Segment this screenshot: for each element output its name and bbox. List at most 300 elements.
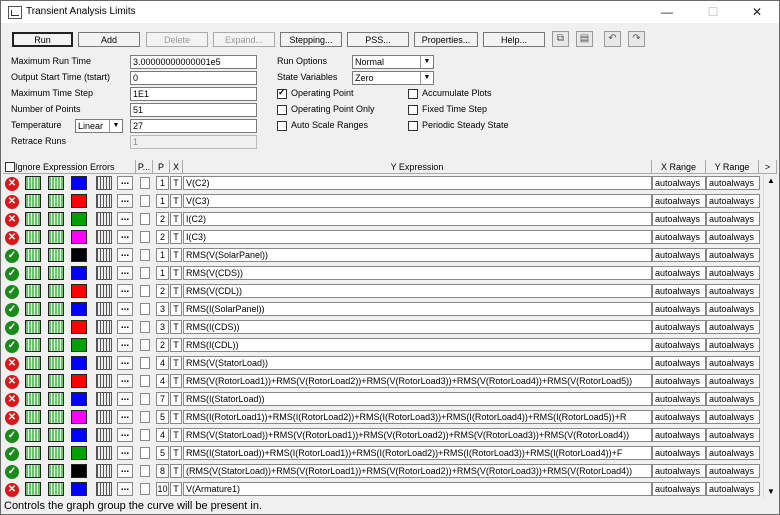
num-points-label: Number of Points	[11, 104, 81, 114]
more-options-button[interactable]: ...	[117, 482, 133, 496]
status-error-icon[interactable]: ✕	[5, 213, 19, 227]
page-field[interactable]	[140, 357, 150, 369]
plot-style-icon[interactable]	[48, 284, 64, 298]
curve-color-swatch[interactable]	[71, 338, 87, 352]
ignore-errors-checkbox[interactable]	[5, 162, 15, 172]
y-expression-field[interactable]: RMS(V(StatorLoad))	[183, 356, 652, 370]
status-ok-icon[interactable]: ✓	[5, 339, 19, 353]
y-range-field[interactable]: autoalways	[706, 248, 760, 262]
page-field[interactable]	[140, 447, 150, 459]
plot-style-icon[interactable]	[48, 428, 64, 442]
scroll-down-icon[interactable]: ▼	[767, 487, 775, 496]
x-range-field[interactable]: autoalways	[652, 230, 706, 244]
curve-color-swatch[interactable]	[71, 320, 87, 334]
curve-color-swatch[interactable]	[71, 230, 87, 244]
page-field[interactable]	[140, 177, 150, 189]
x-range-field[interactable]: autoalways	[652, 212, 706, 226]
page-field[interactable]	[140, 411, 150, 423]
page-field[interactable]	[140, 321, 150, 333]
curve-color-swatch[interactable]	[71, 302, 87, 316]
page-field[interactable]	[140, 303, 150, 315]
status-ok-icon[interactable]: ✓	[5, 267, 19, 281]
properties-button[interactable]: Properties...	[414, 32, 478, 47]
plot-style-icon[interactable]	[25, 266, 41, 280]
y-expression-field[interactable]: RMS(I(StatorLoad))	[183, 392, 652, 406]
accumulate-plots-checkbox[interactable]	[408, 89, 418, 99]
grid-icon[interactable]	[96, 446, 112, 460]
x-expression-field[interactable]: T	[170, 428, 182, 442]
y-expression-field[interactable]: I(C2)	[183, 212, 652, 226]
grid-icon[interactable]	[96, 176, 112, 190]
expand-button[interactable]: Expand...	[213, 32, 275, 47]
plot-style-icon[interactable]	[48, 392, 64, 406]
x-expression-field[interactable]: T	[170, 374, 182, 388]
status-ok-icon[interactable]: ✓	[5, 303, 19, 317]
grid-icon[interactable]	[96, 284, 112, 298]
more-options-button[interactable]: ...	[117, 284, 133, 298]
paste-icon[interactable]: ▤	[576, 31, 593, 47]
y-range-field[interactable]: autoalways	[706, 374, 760, 388]
x-expression-field[interactable]: T	[170, 248, 182, 262]
grid-icon[interactable]	[96, 248, 112, 262]
retrace-label: Retrace Runs	[11, 136, 67, 146]
ignore-errors-label: Ignore Expression Errors	[15, 162, 115, 172]
plot-style-icon[interactable]	[25, 410, 41, 424]
plot-style-icon[interactable]	[25, 482, 41, 496]
plot-group-field[interactable]: 4	[156, 428, 169, 442]
plot-style-icon[interactable]	[25, 464, 41, 478]
x-expression-field[interactable]: T	[170, 176, 182, 190]
table-row	[3, 175, 763, 191]
table-row	[3, 229, 763, 245]
x-range-field[interactable]: autoalways	[652, 266, 706, 280]
page-field[interactable]	[140, 213, 150, 225]
x-range-field[interactable]: autoalways	[652, 248, 706, 262]
table-row	[3, 319, 763, 335]
plot-style-icon[interactable]	[25, 212, 41, 226]
plot-group-field[interactable]: 2	[156, 338, 169, 352]
y-expression-field[interactable]: RMS(V(StatorLoad))+RMS(V(RotorLoad1))+RMS(V(RotorLoad2))+RMS(V(RotorLoad3))+RMS(V(RotorLoad4))	[183, 428, 652, 442]
col-p-header[interactable]: P	[153, 160, 170, 174]
plot-style-icon[interactable]	[25, 338, 41, 352]
plot-group-field[interactable]: 2	[156, 212, 169, 226]
status-error-icon[interactable]: ✕	[5, 231, 19, 245]
chevron-down-icon: ▼	[109, 120, 122, 132]
plot-group-field[interactable]: 1	[156, 248, 169, 262]
curve-color-swatch[interactable]	[71, 464, 87, 478]
table-row	[3, 427, 763, 443]
status-error-icon[interactable]: ✕	[5, 177, 19, 191]
table-row	[3, 247, 763, 263]
y-expression-field[interactable]: RMS(I(RotorLoad1))+RMS(I(RotorLoad2))+RMS(I(RotorLoad3))+RMS(I(RotorLoad4))+RMS(I(RotorLoad5))+R	[183, 410, 652, 424]
y-range-field[interactable]: autoalways	[706, 446, 760, 460]
plot-style-icon[interactable]	[25, 284, 41, 298]
y-range-field[interactable]: autoalways	[706, 464, 760, 478]
page-field[interactable]	[140, 339, 150, 351]
x-expression-field[interactable]: T	[170, 356, 182, 370]
y-expression-field[interactable]: V(Armature1)	[183, 482, 652, 496]
table-row	[3, 481, 763, 497]
y-expression-field[interactable]: RMS(V(RotorLoad1))+RMS(V(RotorLoad2))+RMS(V(RotorLoad3))+RMS(V(RotorLoad4))+RMS(V(RotorLoad5))	[183, 374, 652, 388]
redo-icon[interactable]: ↷	[628, 31, 645, 47]
col-y-range-header[interactable]: Y Range	[706, 160, 759, 174]
run-options-select[interactable]	[352, 55, 434, 69]
x-range-field[interactable]: autoalways	[652, 356, 706, 370]
status-error-icon[interactable]: ✕	[5, 483, 19, 497]
grid-icon[interactable]	[96, 194, 112, 208]
x-expression-field[interactable]: T	[170, 446, 182, 460]
y-expression-field[interactable]: (RMS(V(StatorLoad))+RMS(V(RotorLoad1))+RMS(V(RotorLoad2))+RMS(V(RotorLoad3))+RMS(V(RotorLoad4))	[183, 464, 652, 478]
status-ok-icon[interactable]: ✓	[5, 249, 19, 263]
minimize-icon[interactable]: —	[661, 5, 673, 19]
y-expression-field[interactable]: RMS(I(SolarPanel))	[183, 302, 652, 316]
operating-point-only-checkbox[interactable]	[277, 105, 287, 115]
auto-scale-label: Auto Scale Ranges	[291, 120, 369, 130]
curve-color-swatch[interactable]	[71, 482, 87, 496]
plot-style-icon[interactable]	[25, 230, 41, 244]
more-options-button[interactable]: ...	[117, 446, 133, 460]
curve-color-swatch[interactable]	[71, 356, 87, 370]
plot-style-icon[interactable]	[48, 194, 64, 208]
x-range-field[interactable]: autoalways	[652, 392, 706, 406]
y-expression-field[interactable]: RMS(V(CDS))	[183, 266, 652, 280]
page-field[interactable]	[140, 267, 150, 279]
x-expression-field[interactable]: T	[170, 212, 182, 226]
table-row	[3, 373, 763, 389]
plot-style-icon[interactable]	[25, 248, 41, 262]
state-vars-value: Zero	[355, 73, 374, 83]
plot-style-icon[interactable]	[25, 446, 41, 460]
x-range-field[interactable]: autoalways	[652, 194, 706, 208]
y-range-field[interactable]: autoalways	[706, 266, 760, 280]
maximize-icon[interactable]: ☐	[707, 5, 719, 19]
more-options-button[interactable]: ...	[117, 356, 133, 370]
plot-style-icon[interactable]	[48, 212, 64, 226]
grid-icon[interactable]	[96, 230, 112, 244]
retrace-field: 1	[130, 135, 257, 149]
grid-icon[interactable]	[96, 392, 112, 406]
y-range-field[interactable]: autoalways	[706, 482, 760, 496]
plot-style-icon[interactable]	[48, 356, 64, 370]
curve-color-swatch[interactable]	[71, 176, 87, 190]
grid-icon[interactable]	[96, 338, 112, 352]
plot-style-icon[interactable]	[25, 428, 41, 442]
page-field[interactable]	[140, 483, 150, 495]
y-range-field[interactable]: autoalways	[706, 194, 760, 208]
x-range-field[interactable]: autoalways	[652, 410, 706, 424]
x-expression-field[interactable]: T	[170, 464, 182, 478]
plot-group-field[interactable]: 4	[156, 356, 169, 370]
more-options-button[interactable]: ...	[117, 248, 133, 262]
curve-color-swatch[interactable]	[71, 374, 87, 388]
grid-icon[interactable]	[96, 356, 112, 370]
page-field[interactable]	[140, 393, 150, 405]
plot-style-icon[interactable]	[48, 320, 64, 334]
plot-style-icon[interactable]	[25, 302, 41, 316]
num-points-field[interactable]: 51	[130, 103, 257, 117]
page-field[interactable]	[140, 285, 150, 297]
grid-icon[interactable]	[96, 212, 112, 226]
y-range-field[interactable]: autoalways	[706, 176, 760, 190]
x-range-field[interactable]: autoalways	[652, 302, 706, 316]
curve-color-swatch[interactable]	[71, 428, 87, 442]
curve-color-swatch[interactable]	[71, 284, 87, 298]
window-title: Transient Analysis Limits	[26, 6, 136, 17]
status-error-icon[interactable]: ✕	[5, 411, 19, 425]
state-vars-select[interactable]	[352, 71, 434, 85]
stepping-button[interactable]: Stepping...	[280, 32, 342, 47]
operating-point-only-label: Operating Point Only	[291, 104, 375, 114]
table-row	[3, 283, 763, 299]
plot-style-icon[interactable]	[25, 176, 41, 190]
curve-color-swatch[interactable]	[71, 266, 87, 280]
x-range-field[interactable]: autoalways	[652, 176, 706, 190]
y-range-field[interactable]: autoalways	[706, 302, 760, 316]
status-ok-icon[interactable]: ✓	[5, 447, 19, 461]
col-y-expression-header[interactable]: Y Expression	[183, 160, 652, 174]
plot-group-field[interactable]: 4	[156, 374, 169, 388]
table-row	[3, 409, 763, 425]
page-field[interactable]	[140, 195, 150, 207]
x-range-field[interactable]: autoalways	[652, 428, 706, 442]
table-row	[3, 391, 763, 407]
plot-style-icon[interactable]	[48, 482, 64, 496]
plot-group-field[interactable]: 2	[156, 284, 169, 298]
x-expression-field[interactable]: T	[170, 230, 182, 244]
more-options-button[interactable]: ...	[117, 374, 133, 388]
plot-group-field[interactable]: 1	[156, 194, 169, 208]
y-range-field[interactable]: autoalways	[706, 320, 760, 334]
status-bar-text: Controls the graph group the curve will be present in.	[4, 500, 263, 512]
y-expression-field[interactable]: V(C3)	[183, 194, 652, 208]
more-options-button[interactable]: ...	[117, 212, 133, 226]
periodic-steady-checkbox[interactable]	[408, 121, 418, 131]
y-expression-field[interactable]: RMS(V(CDL))	[183, 284, 652, 298]
x-expression-field[interactable]: T	[170, 266, 182, 280]
temperature-label: Temperature	[11, 120, 62, 130]
y-range-field[interactable]: autoalways	[706, 356, 760, 370]
status-ok-icon[interactable]: ✓	[5, 285, 19, 299]
status-error-icon[interactable]: ✕	[5, 195, 19, 209]
max-time-step-field[interactable]: 1E1	[130, 87, 257, 101]
table-row	[3, 265, 763, 281]
grid-icon[interactable]	[96, 464, 112, 478]
run-button[interactable]: Run	[12, 32, 73, 47]
table-row	[3, 301, 763, 317]
status-error-icon[interactable]: ✕	[5, 375, 19, 389]
grid-icon[interactable]	[96, 482, 112, 496]
plot-style-icon[interactable]	[48, 176, 64, 190]
close-icon[interactable]: ✕	[751, 5, 763, 19]
x-range-field[interactable]: autoalways	[652, 482, 706, 496]
table-row	[3, 193, 763, 209]
grid-icon[interactable]	[96, 302, 112, 316]
x-expression-field[interactable]: T	[170, 392, 182, 406]
plot-group-field[interactable]: 10	[157, 484, 168, 494]
col-x-header[interactable]: X	[170, 160, 183, 174]
fixed-time-step-label: Fixed Time Step	[422, 104, 488, 114]
operating-point-label: Operating Point	[291, 88, 354, 98]
auto-scale-checkbox[interactable]	[277, 121, 287, 131]
plot-style-icon[interactable]	[48, 374, 64, 388]
y-expression-field[interactable]: RMS(I(CDL))	[183, 338, 652, 352]
vertical-scrollbar[interactable]	[763, 175, 779, 498]
x-range-field[interactable]: autoalways	[652, 338, 706, 352]
y-range-field[interactable]: autoalways	[706, 284, 760, 298]
status-ok-icon[interactable]: ✓	[5, 429, 19, 443]
y-range-field[interactable]: autoalways	[706, 428, 760, 442]
max-time-step-label: Maximum Time Step	[11, 88, 94, 98]
plot-group-field[interactable]: 1	[156, 266, 169, 280]
max-run-time-label: Maximum Run Time	[11, 56, 92, 66]
plot-style-icon[interactable]	[48, 338, 64, 352]
plot-style-icon[interactable]	[48, 410, 64, 424]
plot-style-icon[interactable]	[25, 392, 41, 406]
grid-icon[interactable]	[96, 374, 112, 388]
plot-group-field[interactable]: 8	[156, 464, 169, 478]
ignore-errors-header[interactable]	[3, 160, 136, 174]
status-ok-icon[interactable]: ✓	[5, 321, 19, 335]
help-button[interactable]: Help...	[483, 32, 545, 47]
temperature-mode-value: Linear	[78, 121, 104, 131]
y-range-field[interactable]: autoalways	[706, 212, 760, 226]
plot-group-field[interactable]: 3	[156, 320, 169, 334]
output-start-field[interactable]: 0	[130, 71, 257, 85]
periodic-steady-label: Periodic Steady State	[422, 120, 509, 130]
plot-style-icon[interactable]	[25, 194, 41, 208]
x-expression-field[interactable]: T	[170, 338, 182, 352]
y-range-field[interactable]: autoalways	[706, 230, 760, 244]
curve-color-swatch[interactable]	[71, 248, 87, 262]
more-options-button[interactable]: ...	[117, 428, 133, 442]
more-options-button[interactable]: ...	[117, 302, 133, 316]
table-row	[3, 355, 763, 371]
y-range-field[interactable]: autoalways	[706, 410, 760, 424]
y-expression-field[interactable]: I(C3)	[183, 230, 652, 244]
grid-icon[interactable]	[96, 428, 112, 442]
status-error-icon[interactable]: ✕	[5, 393, 19, 407]
curve-color-swatch[interactable]	[71, 446, 87, 460]
page-field[interactable]	[140, 249, 150, 261]
plot-group-field[interactable]: 7	[156, 392, 169, 406]
plot-group-field[interactable]: 3	[156, 302, 169, 316]
more-options-button[interactable]: ...	[117, 464, 133, 478]
x-range-field[interactable]: autoalways	[652, 284, 706, 298]
temperature-mode-select[interactable]	[75, 119, 123, 133]
status-ok-icon[interactable]: ✓	[5, 465, 19, 479]
grid-icon[interactable]	[96, 320, 112, 334]
page-field[interactable]	[140, 375, 150, 387]
plot-style-icon[interactable]	[48, 266, 64, 280]
fixed-time-step-checkbox[interactable]	[408, 105, 418, 115]
more-options-button[interactable]: ...	[117, 410, 133, 424]
x-range-field[interactable]: autoalways	[652, 320, 706, 334]
curve-color-swatch[interactable]	[71, 194, 87, 208]
col-p-short-header[interactable]: P...	[136, 160, 153, 174]
grid-icon[interactable]	[96, 410, 112, 424]
x-expression-field[interactable]: T	[170, 320, 182, 334]
col-x-range-header[interactable]: X Range	[652, 160, 706, 174]
more-options-button[interactable]: ...	[117, 338, 133, 352]
plot-style-icon[interactable]	[48, 302, 64, 316]
x-range-field[interactable]: autoalways	[652, 446, 706, 460]
plot-group-field[interactable]: 5	[156, 410, 169, 424]
plot-group-field[interactable]: 5	[156, 446, 169, 460]
run-options-value: Normal	[355, 57, 385, 67]
plot-group-field[interactable]: 1	[156, 176, 169, 190]
plot-group-field[interactable]: 2	[156, 230, 169, 244]
plot-style-icon[interactable]	[48, 248, 64, 262]
y-expression-field[interactable]: RMS(V(SolarPanel))	[183, 248, 652, 262]
run-options-label: Run Options	[277, 56, 328, 66]
more-options-button[interactable]: ...	[117, 320, 133, 334]
table-row	[3, 337, 763, 353]
x-expression-field[interactable]: T	[170, 302, 182, 316]
table-row	[3, 463, 763, 479]
title-bar	[1, 1, 779, 23]
plot-style-icon[interactable]	[25, 374, 41, 388]
more-options-button[interactable]: ...	[117, 266, 133, 280]
plot-style-icon[interactable]	[48, 464, 64, 478]
chevron-down-icon: ▼	[420, 72, 433, 84]
x-range-field[interactable]: autoalways	[652, 464, 706, 478]
table-row	[3, 211, 763, 227]
max-run-time-field[interactable]: 3.00000000000001e5	[130, 55, 257, 69]
page-field[interactable]	[140, 429, 150, 441]
plot-style-icon[interactable]	[25, 320, 41, 334]
plot-style-icon[interactable]	[25, 356, 41, 370]
pss-button[interactable]: PSS...	[347, 32, 409, 47]
y-range-field[interactable]: autoalways	[706, 338, 760, 352]
grid-icon[interactable]	[96, 266, 112, 280]
y-expression-field[interactable]: V(C2)	[183, 176, 652, 190]
status-error-icon[interactable]: ✕	[5, 357, 19, 371]
copy-icon[interactable]: ⧉	[552, 31, 569, 47]
curve-color-swatch[interactable]	[71, 410, 87, 424]
more-options-button[interactable]: ...	[117, 392, 133, 406]
page-field[interactable]	[140, 465, 150, 477]
x-expression-field[interactable]: T	[170, 482, 182, 496]
col-more-header[interactable]: >	[759, 160, 777, 174]
plot-style-icon[interactable]	[48, 446, 64, 460]
plot-style-icon[interactable]	[48, 230, 64, 244]
add-button[interactable]: Add	[78, 32, 140, 47]
state-vars-label: State Variables	[277, 72, 338, 82]
chevron-down-icon: ▼	[420, 56, 433, 68]
curve-color-swatch[interactable]	[71, 392, 87, 406]
more-options-button[interactable]: ...	[117, 176, 133, 190]
x-expression-field[interactable]: T	[170, 194, 182, 208]
more-options-button[interactable]: ...	[117, 194, 133, 208]
curve-color-swatch[interactable]	[71, 212, 87, 226]
x-expression-field[interactable]: T	[170, 284, 182, 298]
y-expression-field[interactable]: RMS(I(CDS))	[183, 320, 652, 334]
y-range-field[interactable]: autoalways	[706, 392, 760, 406]
delete-button[interactable]: Delete	[146, 32, 208, 47]
operating-point-checkbox[interactable]	[277, 89, 287, 99]
x-range-field[interactable]: autoalways	[652, 374, 706, 388]
x-expression-field[interactable]: T	[170, 410, 182, 424]
scroll-up-icon[interactable]: ▲	[767, 176, 775, 185]
more-options-button[interactable]: ...	[117, 230, 133, 244]
y-expression-field[interactable]: RMS(I(StatorLoad))+RMS(I(RotorLoad1))+RMS(I(RotorLoad2))+RMS(I(RotorLoad3))+RMS(I(RotorLoad4))+F	[183, 446, 652, 460]
accumulate-plots-label: Accumulate Plots	[422, 88, 492, 98]
undo-icon[interactable]: ↶	[604, 31, 621, 47]
page-field[interactable]	[140, 231, 150, 243]
temperature-field[interactable]: 27	[130, 119, 257, 133]
output-start-label: Output Start Time (tstart)	[11, 72, 111, 82]
table-row	[3, 445, 763, 461]
